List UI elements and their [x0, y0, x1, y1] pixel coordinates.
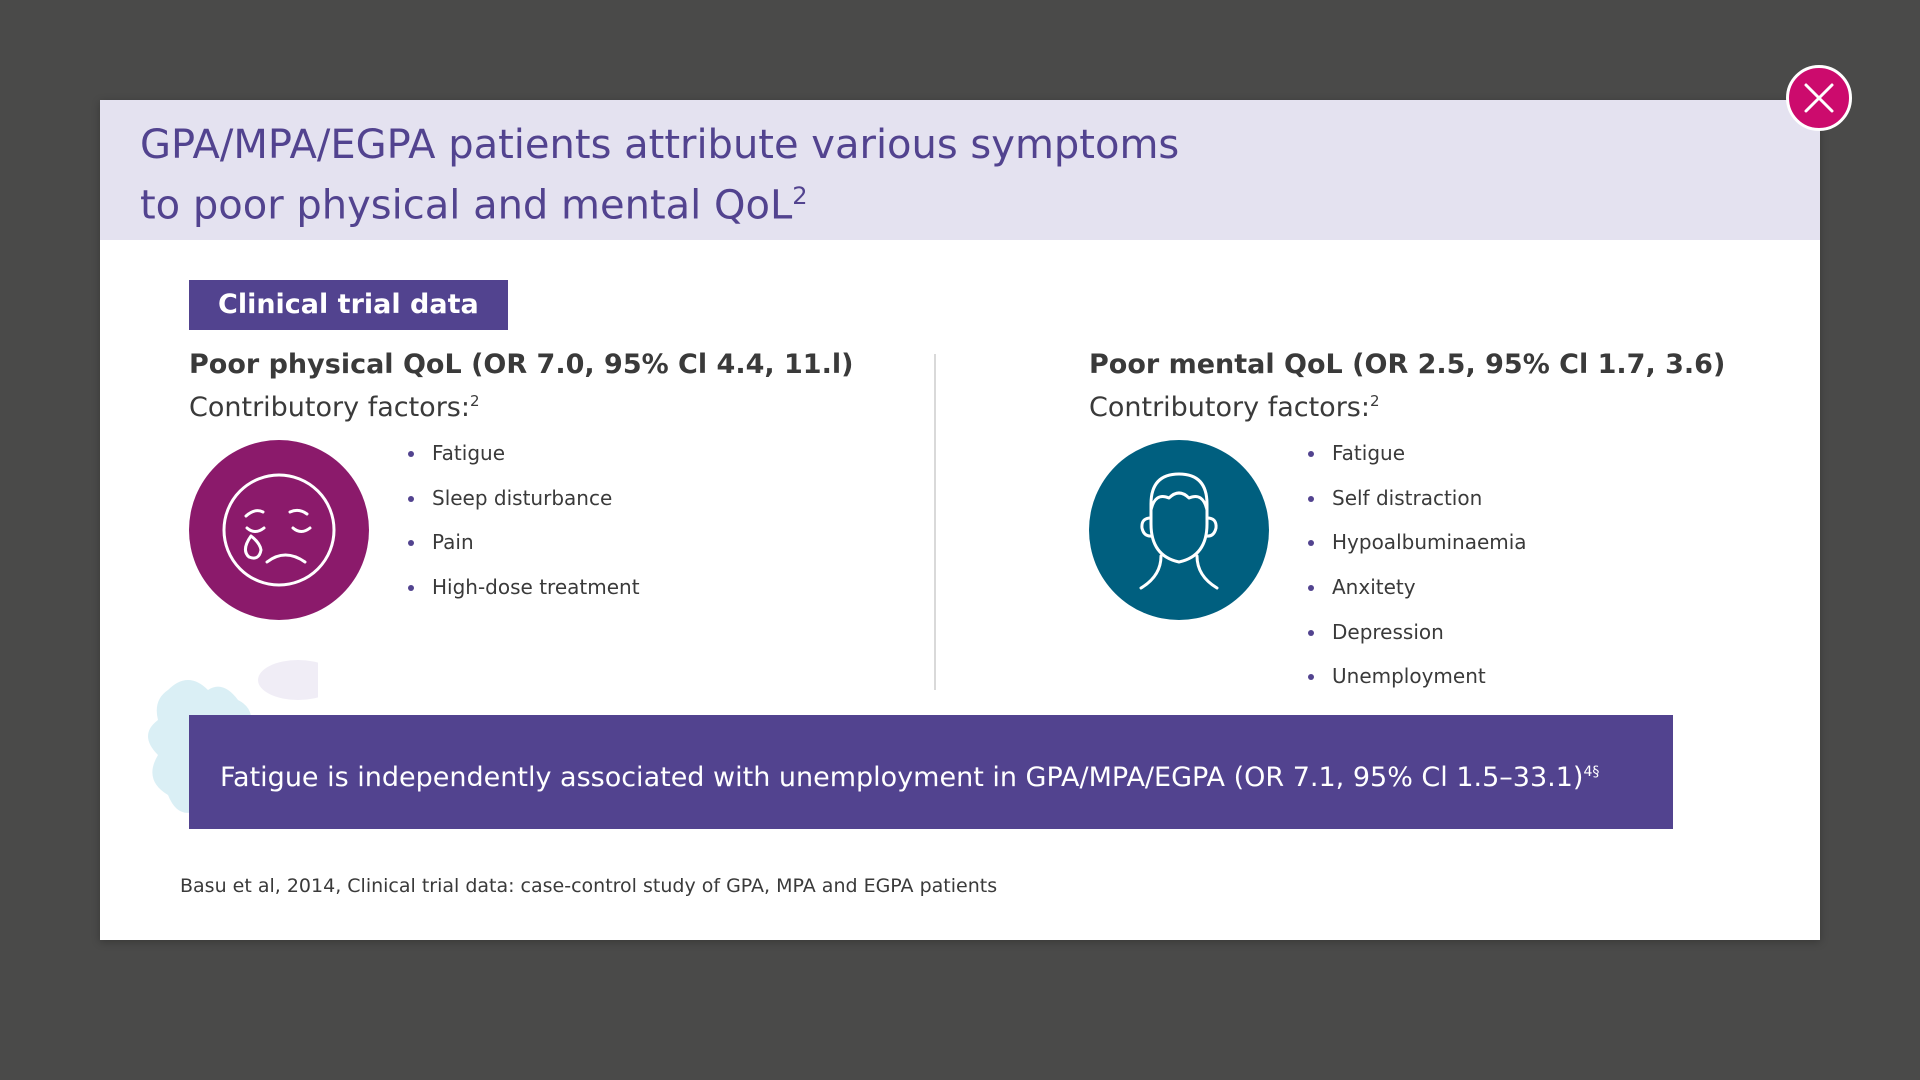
physical-qol-heading: Poor physical QoL (OR 7.0, 95% Cl 4.4, 11.l)	[189, 349, 854, 380]
modal-title-line-2: to poor physical and mental QoL	[140, 182, 793, 229]
physical-qol-subheading	[189, 384, 480, 425]
crying-face-icon	[189, 440, 369, 620]
factor-list-item: Hypoalbuminaemia	[1306, 530, 1527, 575]
mental-qol-subheading	[1089, 384, 1380, 425]
fatigue-callout-message: Fatigue is independently associated with unemployment in GPA/MPA/EGPA (OR 7.1, 95% Cl 1.5–33.1)	[220, 762, 1584, 793]
fatigue-callout-reference: 4§	[1583, 764, 1600, 780]
head-outline-icon	[1089, 440, 1269, 620]
modal-title	[140, 120, 1179, 231]
fatigue-callout-box	[189, 715, 1673, 829]
factor-list-item: Depression	[1306, 620, 1527, 665]
factor-list-item: Pain	[406, 530, 640, 575]
modal-title-line-1: GPA/MPA/EGPA patients attribute various symptoms	[140, 122, 1180, 168]
mental-qol-factor-list	[1306, 441, 1527, 709]
fatigue-callout-text	[220, 755, 1599, 795]
modal-header	[100, 100, 1820, 240]
modal-title-reference: 2	[792, 182, 808, 210]
mental-qol-heading: Poor mental QoL (OR 2.5, 95% Cl 1.7, 3.6)	[1089, 349, 1726, 380]
modal-dialog	[100, 100, 1820, 940]
factor-list-item: High-dose treatment	[406, 575, 640, 620]
column-divider	[934, 354, 936, 690]
factor-list-item: Unemployment	[1306, 664, 1527, 709]
factor-list-item: Sleep disturbance	[406, 486, 640, 531]
physical-qol-subheading-reference: 2	[469, 392, 480, 410]
factor-list-item: Self distraction	[1306, 486, 1527, 531]
factor-list-item: Anxitety	[1306, 575, 1527, 620]
mental-qol-icon-circle	[1089, 440, 1269, 620]
factor-list-item: Fatigue	[406, 441, 640, 486]
physical-qol-icon-circle	[189, 440, 369, 620]
close-icon	[1803, 82, 1835, 114]
physical-qol-subheading-text: Contributory factors:	[189, 392, 470, 423]
reference-footnote: Basu et al, 2014, Clinical trial data: case-control study of GPA, MPA and EGPA patients	[180, 875, 998, 897]
mental-qol-subheading-reference: 2	[1369, 392, 1380, 410]
mental-qol-subheading-text: Contributory factors:	[1089, 392, 1370, 423]
physical-qol-factor-list	[406, 441, 640, 620]
factor-list-item: Fatigue	[1306, 441, 1527, 486]
clinical-trial-badge: Clinical trial data	[189, 280, 508, 330]
close-button[interactable]	[1786, 65, 1852, 131]
